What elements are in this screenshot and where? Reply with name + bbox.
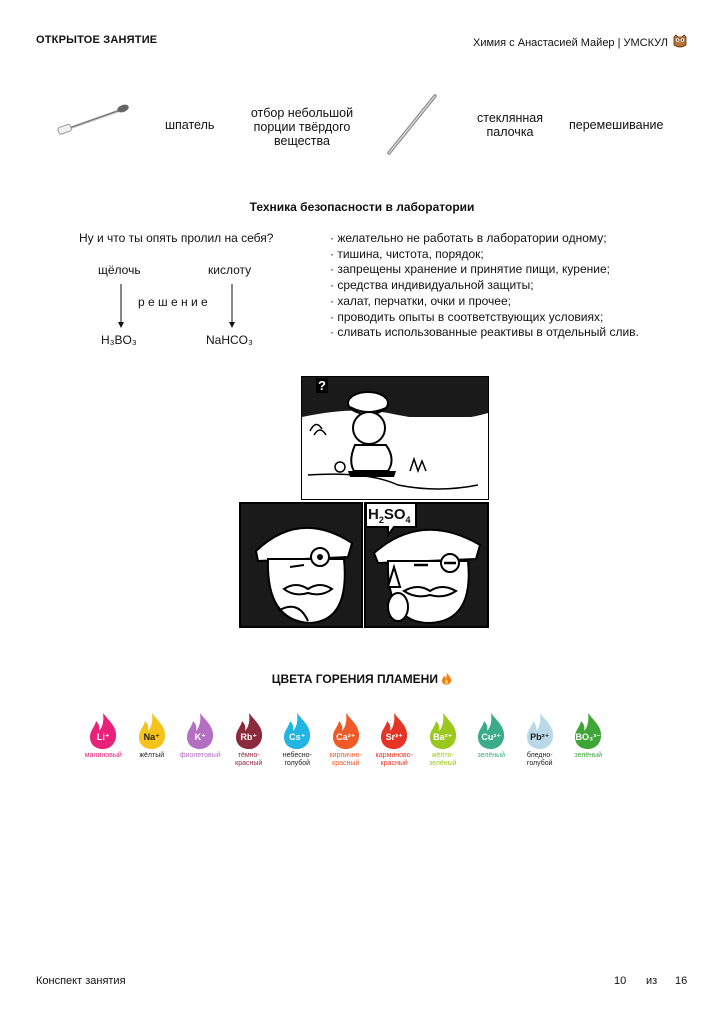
- safety-title: Техника безопасности в лаборатории: [249, 200, 475, 214]
- flame-ion: Li⁺: [96, 732, 110, 742]
- flame-ion: Na⁺: [143, 732, 160, 742]
- spill-question: Ну и что ты опять пролил на себя?: [79, 231, 274, 245]
- flame-ion: Ba²⁺: [433, 732, 453, 742]
- flame-caption: небесно- голубой: [282, 752, 312, 767]
- flame-item: [176, 712, 225, 767]
- flame-ion: Rb⁺: [240, 732, 258, 742]
- rule-item: · проводить опыты в соответствующих условиях;: [330, 310, 639, 326]
- flame-icon: [234, 712, 264, 750]
- flame-ion: Cu²⁺: [481, 732, 502, 742]
- comic-question-mark: ?: [316, 378, 328, 393]
- flame-title: [0, 672, 724, 686]
- flame-item: [79, 712, 128, 767]
- glass-rod-image: [383, 92, 441, 163]
- flame-item: [128, 712, 177, 767]
- solution-word: р е ш е н и е: [138, 295, 208, 309]
- spatula-label: шпатель: [165, 118, 215, 132]
- flame-icon: [137, 712, 167, 750]
- spatula-image: [55, 100, 133, 141]
- flame-item: [273, 712, 322, 767]
- flame-caption: бледно- голубой: [526, 752, 553, 767]
- footer-title: Конспект занятия: [36, 975, 126, 987]
- page-of: из: [646, 975, 658, 987]
- flame-caption: зелёный: [574, 752, 603, 759]
- flame-icon: [428, 712, 458, 750]
- flame-ion: Sr²⁺: [385, 732, 403, 742]
- flame-item: [564, 712, 613, 767]
- flame-caption: тёмно- красный: [235, 752, 263, 767]
- fire-icon: [441, 672, 452, 686]
- rule-item: · тишина, чистота, порядок;: [330, 247, 639, 263]
- flame-caption: малиновый: [84, 752, 122, 759]
- header-title: ОТКРЫТОЕ ЗАНЯТИЕ: [36, 34, 158, 46]
- flame-item: [419, 712, 468, 767]
- alkali-neutralizer: H₃BO₃: [101, 333, 137, 347]
- glass-rod-label: стеклянная палочка: [477, 111, 543, 139]
- flame-icon: [525, 712, 555, 750]
- rule-item: · средства индивидуальной защиты;: [330, 278, 639, 294]
- flame-item: [370, 712, 419, 767]
- comic-speech-bubble: $H_2SO_4$: [368, 506, 411, 525]
- flame-color-list: [79, 712, 613, 767]
- rule-item: · халат, перчатки, очки и прочее;: [330, 294, 639, 310]
- comic-panel-2: [240, 503, 362, 627]
- flame-item: [225, 712, 274, 767]
- flame-icon: [331, 712, 361, 750]
- flame-caption: зелёный: [477, 752, 506, 759]
- flame-ion: Ca²⁺: [336, 732, 356, 742]
- flame-item: [322, 712, 371, 767]
- acid-label: кислоту: [208, 263, 252, 277]
- alkali-label: щёлочь: [98, 263, 141, 277]
- acid-neutralizer: NaHCO₃: [206, 333, 253, 347]
- flame-caption: жёлтый: [139, 752, 165, 759]
- flame-ion: Pb²⁺: [530, 732, 550, 742]
- comic-panel-1: [302, 377, 488, 499]
- flame-item: [467, 712, 516, 767]
- flame-caption: кирпично- красный: [329, 752, 362, 767]
- rule-item: · желательно не работать в лаборатории одному;: [330, 231, 639, 247]
- flame-icon: [573, 712, 603, 750]
- page-number: 10: [614, 975, 627, 987]
- flame-ion: K⁺: [194, 732, 206, 742]
- flame-icon: [88, 712, 118, 750]
- flame-icon: [476, 712, 506, 750]
- flame-icon: [379, 712, 409, 750]
- flame-icon: [185, 712, 215, 750]
- flame-item: [516, 712, 565, 767]
- rule-item: · запрещены хранение и принятие пищи, курение;: [330, 262, 639, 278]
- rule-item: · сливать использованные реактивы в отдельный слив.: [330, 325, 639, 341]
- page-total: 16: [675, 975, 688, 987]
- spatula-use: отбор небольшой порции твёрдого вещества: [250, 106, 354, 148]
- flame-caption: карминово- красный: [375, 752, 413, 767]
- flame-ion: Cs⁺: [289, 732, 306, 742]
- flame-caption: фиолетовый: [179, 752, 221, 759]
- glass-rod-use: перемешивание: [569, 118, 664, 132]
- safety-rules: [330, 231, 639, 341]
- comic-illustration: [238, 375, 490, 635]
- header-course: [473, 34, 688, 51]
- flame-icon: [282, 712, 312, 750]
- flame-title-text: ЦВЕТА ГОРЕНИЯ ПЛАМЕНИ: [271, 672, 438, 686]
- header-course-text: Химия с Анастасией Майер | УМСКУЛ: [472, 36, 668, 49]
- owl-icon: [672, 34, 688, 51]
- flame-caption: жёлто- зелёный: [428, 752, 457, 767]
- flame-ion: BO₃³⁻: [575, 732, 601, 742]
